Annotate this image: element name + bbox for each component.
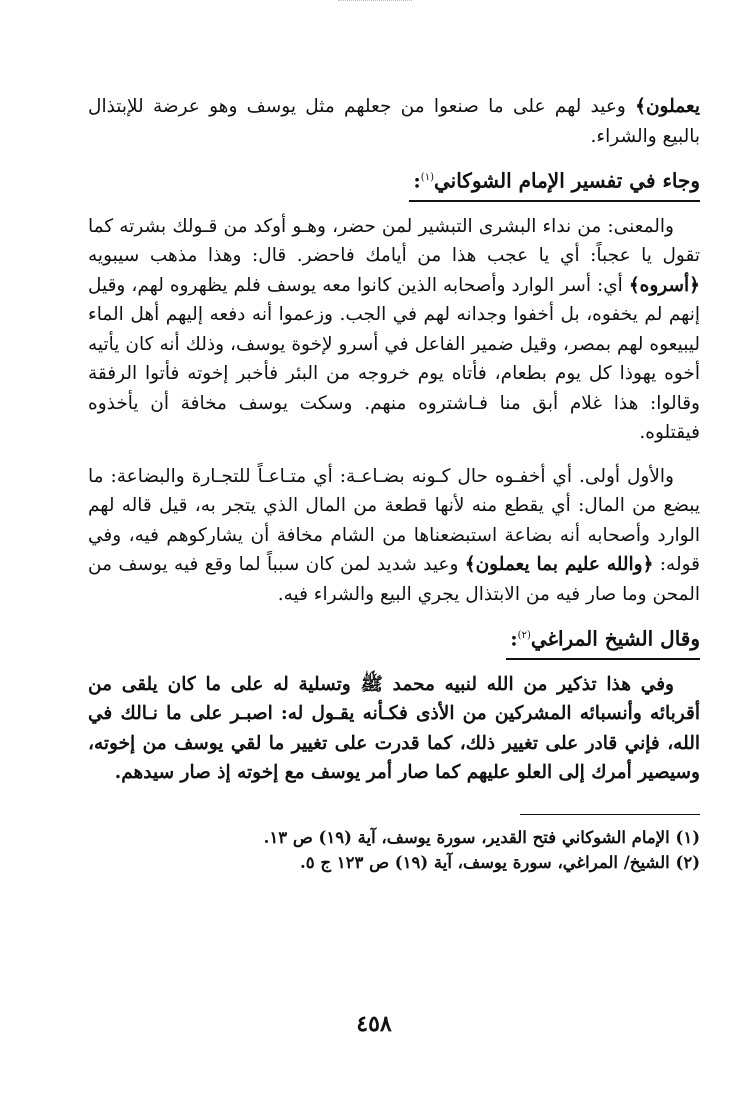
section1-p1-text-b: أي: أسر الوارد وأصحابه الذين كانوا معه يوسف فلم يظهروه لهم، وقيل إنهم لم يخفوه، بل أخفوا وجدانه لهم في الجب. وزعموا أنه دفعه إليهم أهل الماء ليبيعوه لهم بمصر، وقيل ضمير الفاعل في أسرو لإخوة يوسف، وذلك أنه كان يأتيه أخوه يهوذا كل يوم بطعام، فأتاه يوم خروجه من البئر فأخبر إخوته فأتوا الرفقة وقالوا: هذا غلام أبق منا فـاشتروه منهم. وسكت يوسف مخافة أن يأخذوه فيقتلوه. [88, 274, 700, 444]
section1-heading-wrap [88, 163, 700, 202]
section1-heading [409, 163, 700, 202]
footnote-2: (٢) الشيخ/ المراغي، سورة يوسف، آية (١٩) ص ١٢٣ ج ٥. [300, 852, 700, 872]
top-page-mark [338, 0, 412, 7]
section1-heading-suffix: : [413, 168, 421, 193]
section1-paragraph-2 [88, 462, 700, 610]
section1-heading-text: وجاء في تفسير الإمام الشوكاني [433, 168, 700, 193]
page-number: ٤٥٨ [356, 1011, 392, 1037]
section2-heading-suffix: : [510, 626, 518, 651]
section1-p2-quote: ﴿والله عليم بما يعملون﴾ [464, 554, 654, 576]
footnote-1: (١) الإمام الشوكاني فتح القدير، سورة يوسف، آية (١٩) ص ١٣. [263, 827, 700, 847]
page-body [88, 92, 700, 1072]
section2-footnote-ref: (٢) [517, 630, 531, 642]
section2-heading [506, 621, 700, 660]
section1-p2-text-a: والأول أولى. أي أخفـوه حال كـونه بضـاعـة: أي متـاعـاً للتجـارة والبضاعة: ما يبضع من المال: أي يقطع منه لأنها قطعة من المال الذي يتجر به، قيل قاله لهم الوارد وأصحابه أنه بضاعة استبضعناها من الشام مخافة أن يشاركوهم فيه، وفي قوله: [88, 465, 700, 576]
section2-paragraph-1: وفي هذا تذكير من الله لنبيه محمد ﷺ وتسلية له على ما كان يلقى من أقربائه وأنسبائه المشركين من الأذى فكـأنه يقـول له: اصبـر على ما نـالك في الله، فإني قادر على تغيير ذلك، كما قدرت على تغيير ما لقي يوسف من إخوته، وسيصير أمرك إلى العلو عليهم كما صار أمر يوسف مع إخوته إذ صار سيدهم. [88, 673, 700, 784]
intro-quote: يعملون﴾ [635, 96, 700, 117]
paragraph-gap [88, 448, 700, 462]
intro-text: وعيد لهم على ما صنعوا من جعلهم مثل يوسف وهو عرضة للإبتذال بالبيع والشراء. [88, 96, 700, 147]
section2-heading-text: وقال الشيخ المراغي [530, 626, 700, 651]
section1-p2-text-b: وعيد شديد لمن كان سبباً لما وقع فيه يوسف من المحن وما صار فيه من الابتذال يجري البيع والشراء فيه. [88, 554, 700, 605]
section1-p1-text-a: والمعنى: من نداء البشرى التبشير لمن حضر، وهـو أوكد من قـولك بشرته كما تقول يا عجباً: أي يا عجب هذا من أيامك فاحضر. قال: وهذا مذهب سيبويه [88, 215, 700, 267]
intro-paragraph [88, 92, 700, 151]
section2-heading-wrap [88, 621, 700, 660]
section1-p1-quote: ﴿أسروه﴾ [628, 274, 700, 296]
section1-paragraph-1 [88, 212, 700, 448]
section1-footnote-ref: (١) [420, 172, 434, 183]
footnote-divider [520, 814, 700, 815]
